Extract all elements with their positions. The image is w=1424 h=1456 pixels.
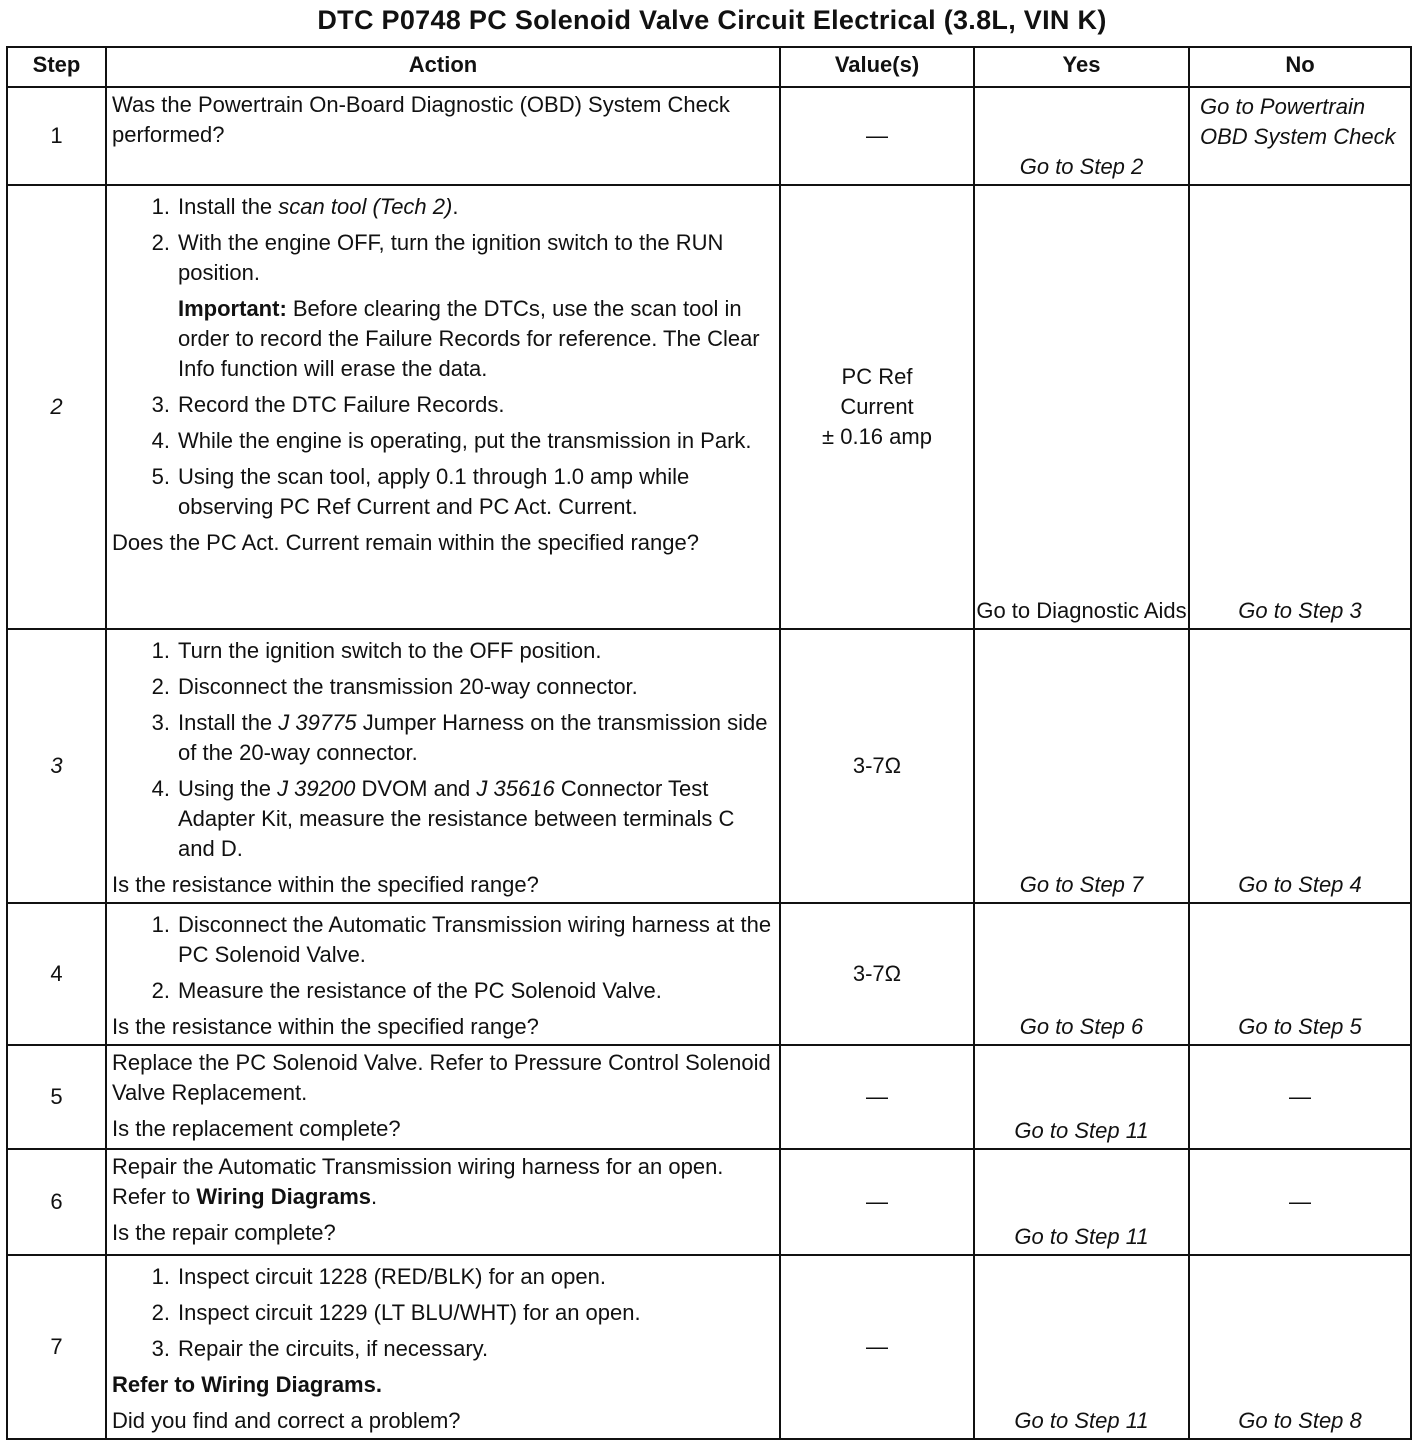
list-item: 4. Using the J 39200 DVOM and J 35616 Connector Test Adapter Kit, measure the resistance between terminals C and D. — [151, 776, 735, 861]
list-item: 2. Inspect circuit 1229 (LT BLU/WHT) for an open. — [151, 1300, 641, 1325]
yes-cell — [974, 185, 1189, 629]
yes-text: Go to Diagnostic Aids — [976, 598, 1187, 623]
list-item: 3. Repair the circuits, if necessary. — [151, 1336, 489, 1361]
no-text: Go to Step 3 — [1238, 598, 1362, 623]
list-item: 4. While the engine is operating, put the transmission in Park. — [151, 428, 752, 453]
yes-cell — [974, 1045, 1189, 1149]
no-cell — [1189, 1255, 1411, 1439]
value-cell: — — [780, 1255, 974, 1439]
header-action: Action — [106, 47, 780, 87]
yes-text: Go to Step 2 — [1019, 154, 1144, 179]
value-cell: — — [780, 87, 974, 185]
action-text: Replace the PC Solenoid Valve. Refer to Pressure Control Solenoid Valve Replacement. — [112, 1050, 771, 1105]
action-cell — [106, 903, 780, 1045]
list-item: 2. Measure the resistance of the PC Solenoid Valve. — [151, 978, 662, 1003]
yes-cell — [974, 1255, 1189, 1439]
yes-cell — [974, 629, 1189, 903]
action-cell — [106, 1149, 780, 1255]
table-row — [7, 185, 1411, 629]
value-cell: 3-7Ω — [780, 903, 974, 1045]
action-question: Does the PC Act. Current remain within the specified range? — [112, 530, 699, 555]
action-question: Is the resistance within the specified range? — [112, 872, 539, 897]
action-question: Is the replacement complete? — [112, 1116, 401, 1141]
important-note: Important: Before clearing the DTCs, use the scan tool in order to record the Failure Records for reference. The Clear Info function will erase the data. — [178, 296, 760, 381]
list-item: 1. Disconnect the Automatic Transmission wiring harness at the PC Solenoid Valve. — [151, 912, 772, 967]
action-question: Is the resistance within the specified range? — [112, 1014, 539, 1039]
list-item: 2. Disconnect the transmission 20-way connector. — [151, 674, 638, 699]
action-cell — [106, 87, 780, 185]
table-row — [7, 1255, 1411, 1439]
yes-cell — [974, 903, 1189, 1045]
value-cell: PC Ref Current ± 0.16 amp — [780, 185, 974, 629]
action-text: Repair the Automatic Transmission wiring harness for an open. Refer to Wiring Diagrams. — [112, 1154, 724, 1209]
table-row — [7, 629, 1411, 903]
action-cell — [106, 1255, 780, 1439]
list-item: 3. Install the J 39775 Jumper Harness on the transmission side of the 20-way connector. — [151, 710, 768, 765]
table-row — [7, 903, 1411, 1045]
header-row — [7, 47, 1411, 87]
action-text: Was the Powertrain On-Board Diagnostic (OBD) System Check performed? — [112, 92, 730, 147]
list-item: 1. Install the scan tool (Tech 2). — [151, 194, 459, 219]
table-row — [7, 87, 1411, 185]
step-number: 4 — [7, 903, 106, 1045]
step-number-text: 2 — [50, 394, 63, 419]
yes-text: Go to Step 11 — [1014, 1408, 1149, 1433]
no-cell — [1189, 185, 1411, 629]
header-step: Step — [7, 47, 106, 87]
action-cell — [106, 185, 780, 629]
no-cell: — — [1189, 1045, 1411, 1149]
header-no: No — [1189, 47, 1411, 87]
step-number: 5 — [7, 1045, 106, 1149]
no-text: Go to Step 8 — [1238, 1408, 1362, 1433]
diagnostic-table — [6, 46, 1412, 1440]
no-text: Go to Step 5 — [1238, 1014, 1362, 1039]
step-number-text: 3 — [50, 753, 63, 778]
action-question: Is the repair complete? — [112, 1220, 336, 1245]
step-number: 6 — [7, 1149, 106, 1255]
no-text: Go to Powertrain OBD System Check — [1200, 94, 1396, 149]
value-cell: 3-7Ω — [780, 629, 974, 903]
table-row — [7, 1045, 1411, 1149]
header-yes: Yes — [974, 47, 1189, 87]
list-item: 1. Inspect circuit 1228 (RED/BLK) for an open. — [151, 1264, 606, 1289]
header-value: Value(s) — [780, 47, 974, 87]
yes-cell — [974, 87, 1189, 185]
yes-text: Go to Step 11 — [1014, 1118, 1149, 1143]
step-number — [7, 629, 106, 903]
list-item: 1. Turn the ignition switch to the OFF position. — [151, 638, 602, 663]
step-number — [7, 185, 106, 629]
refer-text: Refer to Wiring Diagrams. — [112, 1372, 382, 1397]
value-cell: — — [780, 1149, 974, 1255]
action-cell — [106, 629, 780, 903]
action-question: Did you find and correct a problem? — [112, 1408, 461, 1433]
step-number: 1 — [7, 87, 106, 185]
no-cell — [1189, 629, 1411, 903]
no-cell — [1189, 87, 1411, 185]
value-cell: — — [780, 1045, 974, 1149]
list-item: 2. With the engine OFF, turn the ignition switch to the RUN position. — [151, 230, 724, 285]
yes-text: Go to Step 6 — [1019, 1014, 1144, 1039]
action-cell — [106, 1045, 780, 1149]
no-cell — [1189, 903, 1411, 1045]
table-row — [7, 1149, 1411, 1255]
yes-cell — [974, 1149, 1189, 1255]
list-item: 3. Record the DTC Failure Records. — [151, 392, 505, 417]
yes-text: Go to Step 7 — [1019, 872, 1144, 897]
step-number: 7 — [7, 1255, 106, 1439]
no-text: Go to Step 4 — [1238, 872, 1362, 897]
yes-text: Go to Step 11 — [1014, 1224, 1149, 1249]
page-title: DTC P0748 PC Solenoid Valve Circuit Electrical (3.8L, VIN K) — [317, 5, 1107, 35]
list-item: 5. Using the scan tool, apply 0.1 through 1.0 amp while observing PC Ref Current and PC Act. Current. — [151, 464, 690, 519]
no-cell: — — [1189, 1149, 1411, 1255]
